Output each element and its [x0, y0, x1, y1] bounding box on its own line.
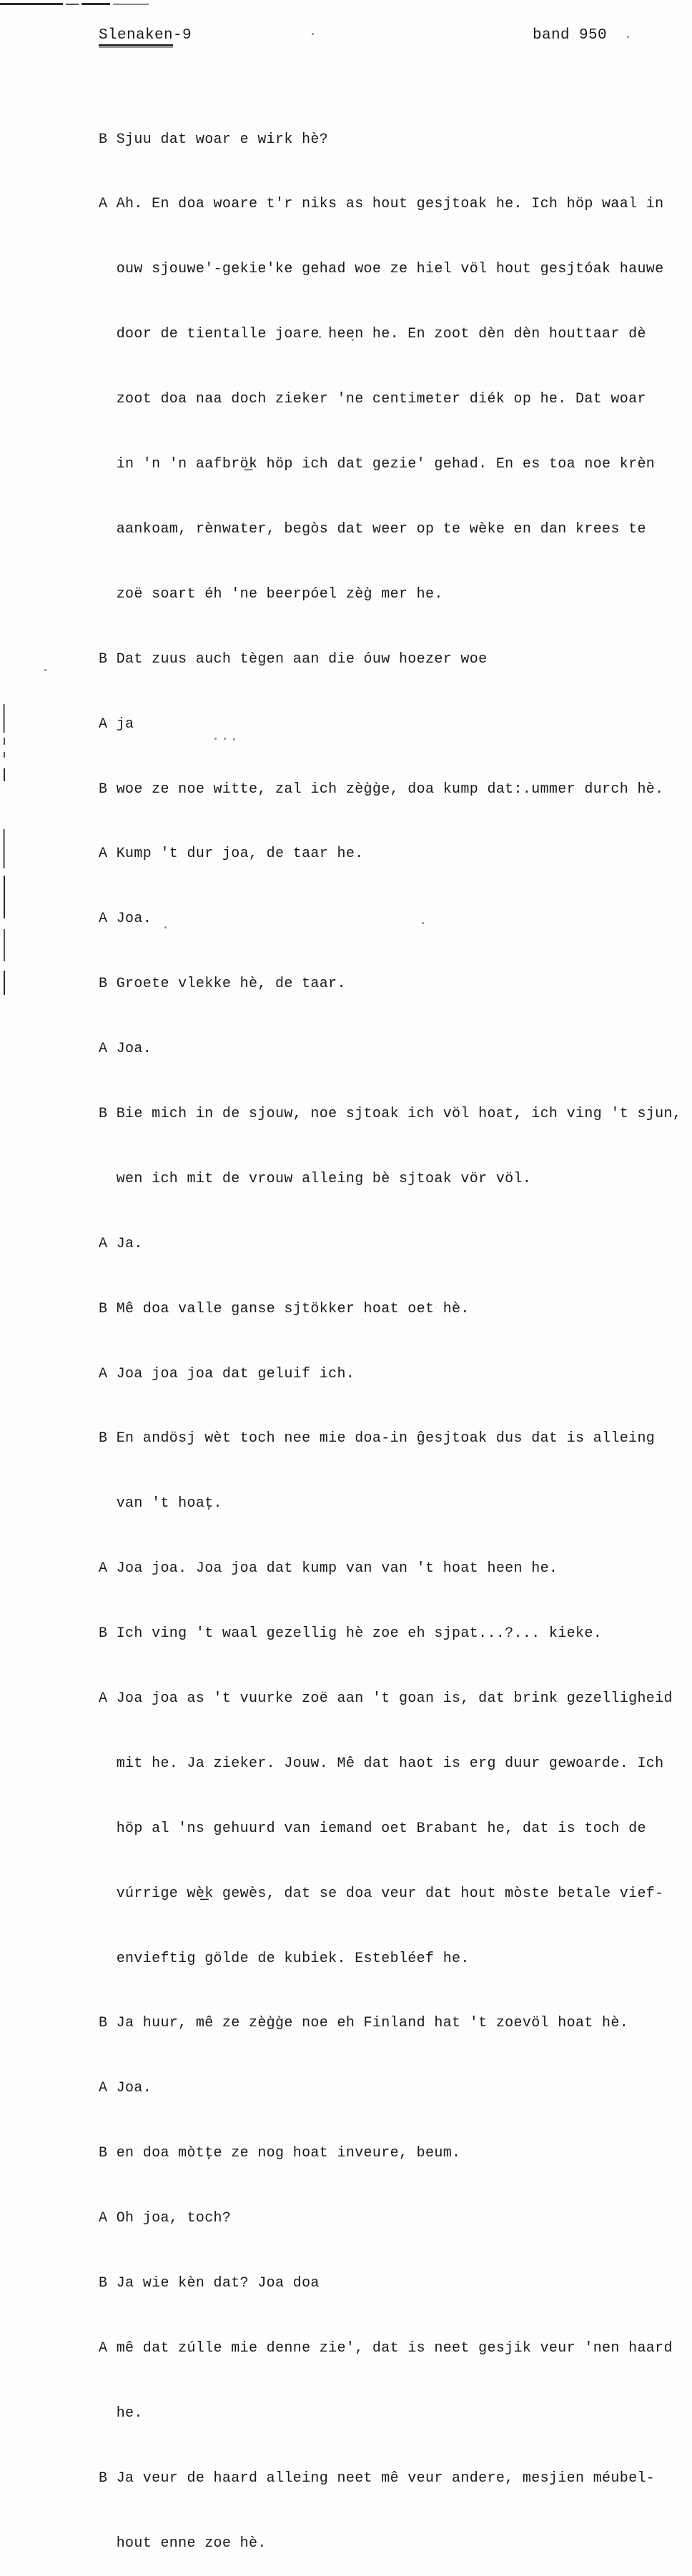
dialogue-line — [99, 584, 692, 605]
dialogue-line — [99, 649, 692, 670]
scan-artifact-left-line — [3, 704, 5, 733]
dialogue-line — [99, 1558, 692, 1580]
dialogue-text: ouw sjouwe'-gekie'ke gehad woe ze hiel völ hout gesjtóak hauwe — [116, 261, 664, 278]
page-title-suffix: -9 — [173, 27, 192, 44]
speaker-label: A — [99, 2080, 108, 2097]
dialogue-line — [99, 2468, 692, 2490]
speaker-label: A — [99, 2339, 108, 2357]
dialogue-line — [99, 2403, 692, 2424]
dialogue-text: woe ze noe witte, zal ich zèg̀g̀e, doa kump dat:.ummer durch hè. — [116, 781, 664, 798]
scan-artifact-left-line — [4, 738, 5, 745]
speaker-label: A — [99, 196, 108, 213]
dialogue-line — [99, 2273, 692, 2294]
dialogue-line — [99, 1623, 692, 1645]
dialogue-line — [99, 259, 692, 280]
speaker-label: B — [99, 1625, 108, 1643]
dialogue-text: vúrrige wè̲k gewès, dat se doa veur dat hout mòste betale vief- — [116, 1885, 664, 1902]
dialogue-line — [99, 2208, 692, 2229]
scan-artifact-left-line — [4, 768, 5, 781]
speaker-label: A — [99, 2210, 108, 2227]
dialogue-text: En andösj wèt toch nee mie doa-in ĝesjtoak dus dat is alleing — [116, 1430, 656, 1447]
dialogue-line — [99, 1169, 692, 1190]
dialogue-text: hout enne zoe hè. — [116, 2535, 267, 2552]
dialogue-text: Oh joa, toch? — [116, 2210, 232, 2227]
dialogue-text: in 'n 'n aafbrö̲k höp ich dat gezie' gehad. En es toa noe krèn — [116, 456, 656, 473]
speaker-label: A — [99, 1041, 108, 1058]
scan-artifact-left-line — [3, 829, 5, 868]
dialogue-line — [99, 1234, 692, 1255]
dialogue-line — [99, 2533, 692, 2555]
dialogue-line — [99, 974, 692, 995]
dialogue-text: Ja wie kèn dat? Joa doa — [116, 2274, 320, 2292]
dialogue-text: Ja. — [116, 1235, 143, 1252]
dialogue-line — [99, 1299, 692, 1320]
speaker-label: B — [99, 2145, 108, 2162]
dialogue-text: höp al 'ns gehuurd van iemand oet Brabant he, dat is toch de — [116, 1820, 646, 1837]
dialogue-text: aankoam, rènwater, begòs dat weer op te wèke en dan krees te — [116, 520, 646, 538]
dialogue-line — [99, 324, 692, 345]
dialogue-line — [99, 843, 692, 865]
speaker-label: B — [99, 1430, 108, 1447]
dialogue-text: Joa. — [116, 1041, 152, 1058]
dialogue-line — [99, 129, 692, 151]
dialogue-line — [99, 779, 692, 801]
dialogue-line — [99, 1818, 692, 1840]
dialogue-text: Joa. — [116, 2080, 152, 2097]
scan-artifact-left-line — [4, 752, 5, 758]
dialogue-line — [99, 1948, 692, 1970]
dialogue-line — [99, 194, 692, 215]
dialogue-text: zoot doa naa doch zieker 'ne centimeter diék op he. Dat woar — [116, 391, 646, 408]
speaker-label: B — [99, 1105, 108, 1122]
scan-artifact-left-line — [4, 876, 5, 918]
dialogue-text: Bie mich in de sjouw, noe sjtoak ich völ hoat, ich ving 't sjun, — [116, 1105, 682, 1122]
page-title-underlined: Slenaken — [99, 27, 173, 46]
dialogue-text: Groete vlekke hè, de taar. — [116, 976, 346, 993]
dialogue-line — [99, 1883, 692, 1905]
speaker-label: B — [99, 650, 108, 668]
scan-speckle — [44, 669, 46, 671]
speaker-label: A — [99, 846, 108, 863]
speaker-label: B — [99, 976, 108, 993]
dialogue-text: van 't hoaţ. — [116, 1495, 222, 1512]
dialogue-line — [99, 1688, 692, 1710]
dialogue-line — [99, 2143, 692, 2164]
scan-artifact-left-line — [4, 929, 5, 961]
speaker-label: A — [99, 911, 108, 928]
dialogue-text: wen ich mit de vrouw alleing bè sjtoak vör völ. — [116, 1170, 532, 1187]
scan-artifact-top-dash — [66, 4, 79, 5]
speaker-label: B — [99, 2470, 108, 2487]
dialogue-line — [99, 519, 692, 540]
dialogue-text: Ja veur de haard alleing neet mê veur andere, mesjien méubel- — [116, 2470, 656, 2487]
dialogue-line — [99, 1039, 692, 1060]
dialogue-text: Mê doa valle ganse sjtökker hoat oet hè. — [116, 1300, 470, 1317]
dialogue-line — [99, 2078, 692, 2099]
dialogue-text: ja — [116, 715, 134, 733]
dialogue-text: Joa joa joa dat geluif ich. — [116, 1365, 355, 1382]
speaker-label: A — [99, 1365, 108, 1382]
page-header — [0, 27, 691, 49]
dialogue-line — [99, 389, 692, 410]
speaker-label: B — [99, 781, 108, 798]
dialogue-line — [99, 1493, 692, 1515]
dialogue-text: envieftig gölde de kubiek. Estebléef he. — [116, 1950, 470, 1967]
dialogue-text: door de tientalle joare heen he. En zoot dèn dèn houttaar dè — [116, 326, 646, 343]
dialogue-line — [99, 714, 692, 735]
speaker-label: A — [99, 1690, 108, 1707]
dialogue-text: Kump 't dur joa, de taar he. — [116, 846, 364, 863]
page-title — [99, 27, 192, 44]
dialogue-line — [99, 1753, 692, 1775]
speaker-label: B — [99, 131, 108, 148]
dialogue-text: Ich ving 't waal gezellig hè zoe eh sjpat...?... kieke. — [116, 1625, 603, 1643]
scan-artifact-left-line — [4, 971, 5, 995]
dialogue-text: Ja huur, mê ze zèg̀g̀e noe eh Finland hat 't zoevöl hoat hè. — [116, 2015, 629, 2032]
scan-artifact-top-dash — [113, 4, 149, 5]
dialogue-text: Joa joa as 't vuurke zoë aan 't goan is, dat brink gezelligheid — [116, 1690, 673, 1707]
dialogue-text: mê dat zúlle mie denne zie', dat is neet gesjik veur 'nen haard — [116, 2339, 673, 2357]
dialogue-text: mit he. Ja zieker. Jouw. Mê dat haot is erg duur gewoarde. Ich — [116, 1755, 664, 1772]
speaker-label: A — [99, 1560, 108, 1577]
dialogue-text: he. — [116, 2404, 143, 2422]
dialogue-line — [99, 2013, 692, 2034]
speaker-label: A — [99, 1235, 108, 1252]
dialogue-line — [99, 1364, 692, 1385]
speaker-label: B — [99, 2274, 108, 2292]
dialogue-line — [99, 1428, 692, 1450]
speaker-label: B — [99, 1300, 108, 1317]
band-label: band 950 — [533, 27, 608, 44]
dialogue-line — [99, 908, 692, 930]
dialogue-text: en doa mòtţe ze nog hoat inveure, beum. — [116, 2145, 461, 2162]
dialogue-transcript — [99, 86, 692, 2576]
scan-artifact-top-dash — [0, 3, 63, 5]
dialogue-text: Joa. — [116, 911, 152, 928]
dialogue-line — [99, 1104, 692, 1125]
dialogue-text: Dat zuus auch tègen aan die óuw hoezer woe — [116, 650, 488, 668]
dialogue-line — [99, 2338, 692, 2359]
dialogue-text: Joa joa. Joa joa dat kump van van 't hoat heen he. — [116, 1560, 558, 1577]
dialogue-text: zoë soart éh 'ne beerpóel zèg̀ mer he. — [116, 585, 443, 603]
speaker-label: B — [99, 2015, 108, 2032]
scan-artifact-top-dash — [81, 3, 110, 5]
dialogue-line — [99, 454, 692, 475]
speaker-label: A — [99, 715, 108, 733]
dialogue-text: Ah. En doa woare t'r niks as hout gesjtoak he. Ich höp waal in — [116, 196, 664, 213]
dialogue-text: Sjuu dat woar e wirk hè? — [116, 131, 329, 148]
